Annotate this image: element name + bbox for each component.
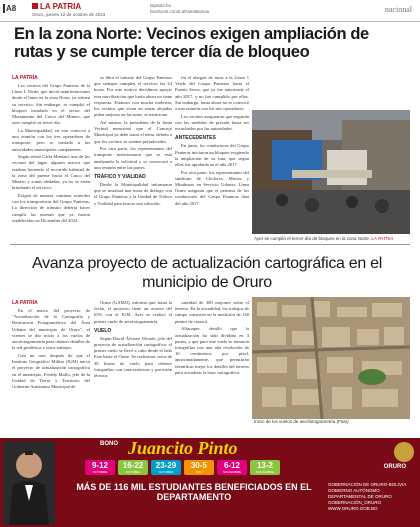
logo-icon [32, 3, 38, 9]
article1-col3 [175, 75, 249, 240]
article1-subhead-antecedentes: ANTECEDENTES [175, 135, 216, 142]
article2-col2 [94, 300, 172, 435]
article2-col3 [175, 300, 249, 435]
caption-credit: LA PATRIA [371, 236, 394, 241]
ad-brand: ORURO [383, 464, 406, 470]
paragraph: Por otra parte, los representantes del sindicato de Choferes, Mixtos y Minibuses en Servicio Urbano, Línea Oruro aseguran que el permiso de los conductores del Grupo Panteras data del año 2017. [175, 169, 249, 206]
paragraph: Alfaraque, detalló que la actualización ha sido dividida en 3 partes, y que para este vuelo se tomaron fotografías con una alta resolución de 10 centímetros por píxel, aproximadamente, que permitirán identificar mejor los detalles del terreno para actualizar la base cartográfica. [175, 326, 249, 375]
article1-col1 [12, 75, 90, 240]
paragraph: Exigen de manera continua acuerdos con los transportistas del Grupo Panteras. La dirección de tránsito debería hacer cumplir las normas que ya fueron establecidas en Diciembre del 2022. [12, 192, 90, 223]
article1-subhead: TRÁFICO Y VIALIDAD [94, 174, 146, 181]
bono-name: Juancito Pinto [128, 438, 238, 458]
paragraph: En junio, los conductores del Grupo Panteras iniciaron un bloqueo exigiendo la ampliación de su ruta, que según ellos fue aprobada en el año 2017. [175, 143, 249, 167]
caption-credit: (Foto) [336, 419, 349, 424]
article2-col1 [12, 300, 90, 435]
article2-photo-caption [254, 419, 412, 424]
page-header [0, 0, 420, 22]
paragraph: Según relató Carla Mamani, uno de los vecinos del lugar, algunos micros que estaban haciendo el recorrido habitual de la zona del puente hacia el Casco del Minero y zonas aledañas, ya no se están brindando el servicio. [12, 154, 90, 191]
paragraph: Por otra parte, los representantes del transporte mencionaron que se está analizando la solicitud y se convocará a una reunión entre las partes. [94, 146, 172, 170]
date-badge: 23-29 OCTUBRE [151, 460, 181, 475]
article1-col2 [94, 75, 172, 240]
date-badge: 13-2 NOVIEMBRE [250, 460, 280, 475]
logo-text: LA PATRIA [40, 2, 82, 11]
article2-photo [252, 297, 410, 419]
header-links [150, 3, 209, 15]
header-web: lapatria.bo [150, 3, 172, 8]
section-name: nacional [384, 5, 412, 14]
paragraph: Los vecinos aseguraron que seguirán con las medidas de presión hasta ser escuchados por las autoridades. [175, 113, 249, 132]
paragraph: Desde la Municipalidad informaron que se instalará una mesa de diálogo con el Grupo Panteras y la Unidad de Tráfico y Vialidad para buscar una solución. [94, 182, 172, 206]
date-badge: 6-12 NOVIEMBRE [217, 460, 247, 475]
article2-subhead: VUELO [94, 327, 112, 334]
section-divider [10, 244, 410, 245]
date-badge: 16-22 OCTUBRE [118, 460, 148, 475]
aerial-city-photo [252, 297, 410, 419]
paragraph: Los vecinos del Grupo Panteras de la Línea L Verde, que inició manifestaciones desde el lunes en la zona Norte, ya reúnen su servicio. Sin embargo, se cumplió el bloqueo instalado en el sector del Monumento del Casco del Minero, que ayer cumplió su tercer día. [12, 83, 90, 126]
paragraph: En el marco del proyecto de "Actualización de la Cartografía y Restitución Fotogramétrica del Área Urbana del municipio de Oruro", el viernes se dio inicio a los vuelos de aerofotogrametría para obtener detalles de la red geodésica y otros trabajos. [12, 308, 90, 351]
gov-line: WWW.ORURO.GOB.BO [328, 506, 378, 511]
payment-dates [85, 460, 315, 475]
gov-line: GOBERNACIÓN DE ORURO-BOLIVIA [328, 482, 407, 487]
page-number: A8 [6, 4, 17, 13]
bono-label: BONO [100, 441, 118, 447]
gov-line: GOBERNACIÓN_ORURO [328, 500, 382, 505]
paragraph: fin el alargue de rutas a la Línea 1 Verde del Grupo Panteras hasta el Puente Sesos, que ya fue autorizado el año 2017, y no fue cumplido por ellos. Sin embargo, hasta ahora no se convocó a una reunión con los tres operadores. [175, 75, 249, 112]
article1-headline: En la zona Norte: Vecinos exigen ampliación de rutas y se cumple tercer día de bloqueo [14, 25, 369, 61]
paragraph: Oruro (GAMO), informó que, hasta la fecha, el proyecto tiene un avance del 65% con el IGM. Ayer se realizó el primer vuelo de aerofotogrametría. [94, 300, 172, 324]
government-info [328, 482, 412, 512]
caption-text: Inicio de los vuelos de aerofotogrametría [254, 419, 336, 424]
paragraph: cantidad de 300 mojones sobre el terreno. En la actualidad, los trabajos de campo consisten en la medición de 140 puntos de control. [175, 300, 249, 324]
article2-label: LA PATRIA [12, 300, 38, 306]
paragraph: se libra el tránsito del Grupo Panteras que siempre cumplen el servicio las 24 horas. Por este motivo decidimos apoyar esta movilización que hasta ahora no tiene respuesta. Estamos con mucha molestia, los vecinos que viven en zonas alejadas piden mejoras en las rutas; se mencionó. [94, 75, 172, 118]
paragraph: Casi un mes después de que el Instituto Geográfico Militar (IGM) inició el proyecto de actualización cartográfica en el municipio, Freddy Mollo, jefe de la Unidad de Tierra y Territorio del Gobierno Autónomo Municipal de [12, 352, 90, 389]
header-facebook: facebook.com/LaPatriaBolivia [150, 9, 210, 14]
article1-photo [252, 110, 410, 234]
caption-text: Ayer se cumplió el tercer día de bloqueo en la zona Norte. [254, 236, 370, 241]
date-badge: 9-12 OCTUBRE [85, 460, 115, 475]
government-seal-icon [394, 442, 414, 462]
ad-main-text: MÁS DE 116 MIL ESTUDIANTES BENEFICIADOS EN EL DEPARTAMENTO [76, 482, 312, 502]
date-badge: 30-5 NOV [184, 460, 214, 475]
bono-advertisement [0, 438, 420, 527]
article1-label: LA PATRIA [12, 75, 38, 81]
gov-line: GOBIERNO AUTÓNOMO DEPARTAMENTAL DE ORURO [328, 488, 392, 499]
paragraph: Así mismo, la presidenta de la Junta Vecinal mencionó que el Concejo Municipal ya debe tratar el tema, debido a que los vecinos se sienten perjudicados. [94, 119, 172, 144]
newspaper-logo [32, 2, 81, 11]
issue-date: Oruro, jueves 12 de octubre de 2023 [32, 12, 106, 17]
person-icon [3, 441, 55, 525]
paragraph: Según David Álvarez Velarde, jefe del proyecto de actualización cartográfica, el primer vuelo se llevó a cabo desde el lado Este hasta el Oeste. Se realizaron cerca de 30 líneas de vuelo para obtener fotografías con características y precisión técnica. [94, 335, 172, 379]
street-blockade-photo [252, 110, 410, 234]
article1-photo-caption [254, 236, 410, 241]
article2-headline: Avanza proyecto de actualización cartográfica en el municipio de Oruro [32, 255, 382, 291]
page-marker [3, 4, 5, 13]
official-portrait [3, 441, 55, 525]
paragraph: La Municipalidad, en otra convocó a una reunión con los tres operadores de transporte, pero se trasladó a las autoridades municipales competentes. [12, 127, 90, 152]
